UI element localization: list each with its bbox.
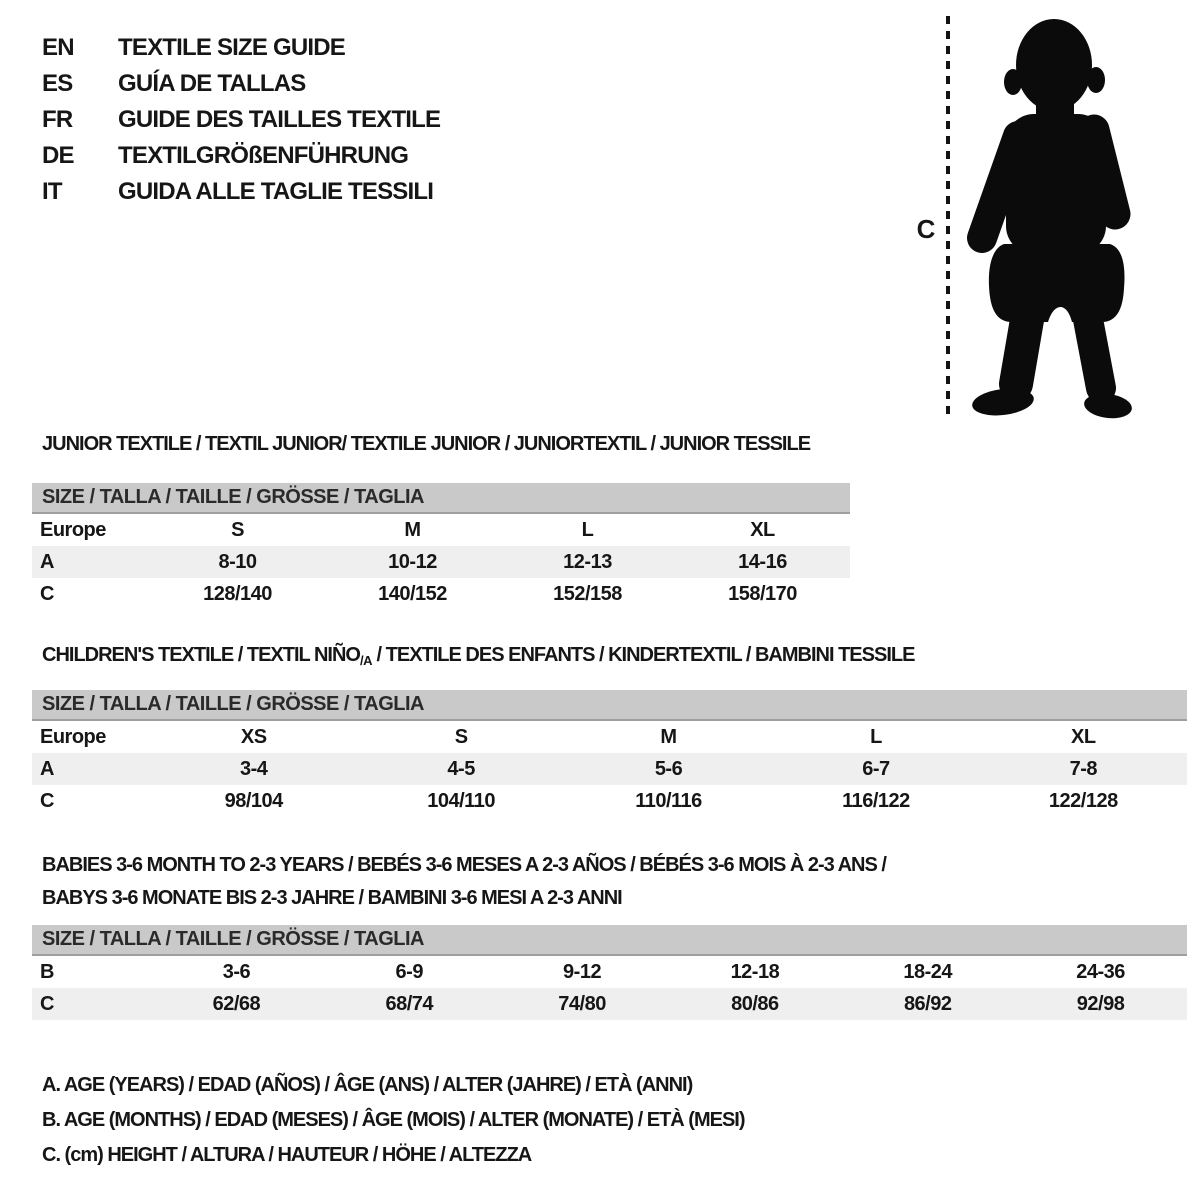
size-header-bar: SIZE / TALLA / TAILLE / GRÖSSE / TAGLIA	[32, 483, 850, 514]
measurement-legend	[42, 1068, 745, 1173]
table-cell: 8-10	[218, 551, 257, 573]
language-title: GUIDA ALLE TAGLIE TESSILI	[118, 178, 434, 205]
table-cell: S	[454, 726, 468, 748]
table-cell: XS	[240, 726, 267, 748]
table-cell: 7-8	[1069, 758, 1098, 780]
language-code: IT	[42, 178, 62, 205]
table-cell: 68/74	[385, 993, 434, 1015]
table-row	[32, 753, 1187, 785]
heading-text: CHILDREN'S TEXTILE / TEXTIL NIÑO	[42, 644, 360, 666]
table-cell: 9-12	[563, 961, 602, 983]
row-label: C	[40, 790, 54, 812]
table-cell: L	[581, 519, 594, 541]
table-cell: 18-24	[903, 961, 953, 983]
language-list	[42, 30, 440, 210]
legend-line-a: A. AGE (YEARS) / EDAD (AÑOS) / ÂGE (ANS) / ALTER (JAHRE) / ETÀ (ANNI)	[42, 1074, 693, 1096]
row-label: A	[40, 758, 54, 780]
language-code: EN	[42, 34, 74, 61]
table-cell: 12-13	[563, 551, 612, 573]
table-cell: 158/170	[728, 583, 797, 605]
legend-line-c: C. (cm) HEIGHT / ALTURA / HAUTEUR / HÖHE / ALTEZZA	[42, 1144, 532, 1166]
table-cell: 12-18	[730, 961, 780, 983]
heading-text: / TEXTILE DES ENFANTS / KINDERTEXTIL / BAMBINI TESSILE	[371, 644, 915, 666]
table-cell: 140/152	[378, 583, 447, 605]
language-code: DE	[42, 142, 74, 169]
language-row-fr	[42, 102, 440, 138]
table-cell: L	[870, 726, 882, 748]
table-cell: 3-6	[222, 961, 251, 983]
table-cell: 104/110	[427, 790, 495, 812]
table-cell: 122/128	[1048, 790, 1118, 812]
language-row-de	[42, 138, 440, 174]
table-cell: 10-12	[388, 551, 437, 573]
table-row	[32, 721, 1187, 753]
row-label: A	[40, 551, 54, 573]
table-cell: 80/86	[731, 993, 779, 1015]
junior-section-heading: JUNIOR TEXTILE / TEXTIL JUNIOR/ TEXTILE JUNIOR / JUNIORTEXTIL / JUNIOR TESSILE	[42, 433, 811, 455]
table-row	[32, 988, 1187, 1020]
babies-section-heading	[42, 849, 886, 915]
table-cell: 24-36	[1076, 961, 1125, 983]
table-cell: XL	[750, 519, 775, 541]
table-row	[32, 546, 850, 578]
row-label: Europe	[40, 519, 106, 541]
legend-line-b: B. AGE (MONTHS) / EDAD (MESES) / ÂGE (MOIS) / ALTER (MONATE) / ETÀ (MESI)	[42, 1109, 745, 1131]
table-row	[32, 578, 850, 610]
table-cell: 92/98	[1076, 993, 1125, 1015]
table-cell: 14-16	[738, 551, 787, 573]
table-cell: 152/158	[553, 583, 622, 605]
row-label: B	[40, 961, 54, 983]
table-cell: 86/92	[903, 993, 952, 1015]
heading-subscript: /A	[359, 653, 372, 668]
table-row	[32, 785, 1187, 817]
table-cell: 6-7	[862, 758, 890, 780]
language-title: GUIDE DES TAILLES TEXTILE	[118, 106, 441, 133]
table-cell: 98/104	[224, 790, 283, 812]
table-cell: 3-4	[240, 758, 268, 780]
babies-size-table	[32, 925, 1187, 1020]
children-section-heading	[42, 644, 914, 668]
language-title: TEXTILGRÖßENFÜHRUNG	[118, 142, 409, 169]
table-cell: 5-6	[654, 758, 683, 780]
row-label: Europe	[40, 726, 106, 748]
size-header-bar: SIZE / TALLA / TAILLE / GRÖSSE / TAGLIA	[32, 690, 1187, 721]
table-row	[32, 956, 1187, 988]
baby-silhouette-image	[966, 18, 1144, 420]
junior-size-table	[32, 483, 850, 610]
table-cell: 6-9	[395, 961, 423, 983]
table-cell: 4-5	[447, 758, 475, 780]
height-measure-label: C	[916, 214, 936, 244]
heading-line-2: BABYS 3-6 MONATE BIS 2-3 JAHRE / BAMBINI 3-6 MESI A 2-3 ANNI	[42, 887, 622, 909]
language-code: ES	[42, 70, 73, 97]
language-row-es	[42, 66, 440, 102]
row-label: C	[40, 993, 54, 1015]
heading-line-1: BABIES 3-6 MONTH TO 2-3 YEARS / BEBÉS 3-6 MESES A 2-3 AÑOS / BÉBÉS 3-6 MOIS À 2-3 ANS /	[42, 854, 886, 876]
table-cell: M	[404, 519, 421, 541]
table-cell: 74/80	[558, 993, 606, 1015]
language-title: GUÍA DE TALLAS	[118, 70, 306, 97]
language-code: FR	[42, 106, 73, 133]
table-cell: 62/68	[212, 993, 261, 1015]
table-cell: S	[231, 519, 244, 541]
table-cell: 116/122	[842, 790, 910, 812]
height-measure-line	[946, 16, 950, 416]
table-cell: 110/116	[635, 790, 702, 812]
language-row-en	[42, 30, 440, 66]
table-row	[32, 514, 850, 546]
table-cell: 128/140	[203, 583, 272, 605]
language-row-it	[42, 174, 440, 210]
row-label: C	[40, 583, 54, 605]
children-size-table	[32, 690, 1187, 817]
size-header-bar: SIZE / TALLA / TAILLE / GRÖSSE / TAGLIA	[32, 925, 1187, 956]
language-title: TEXTILE SIZE GUIDE	[118, 34, 345, 61]
table-cell: M	[660, 726, 677, 748]
table-cell: XL	[1071, 726, 1096, 748]
